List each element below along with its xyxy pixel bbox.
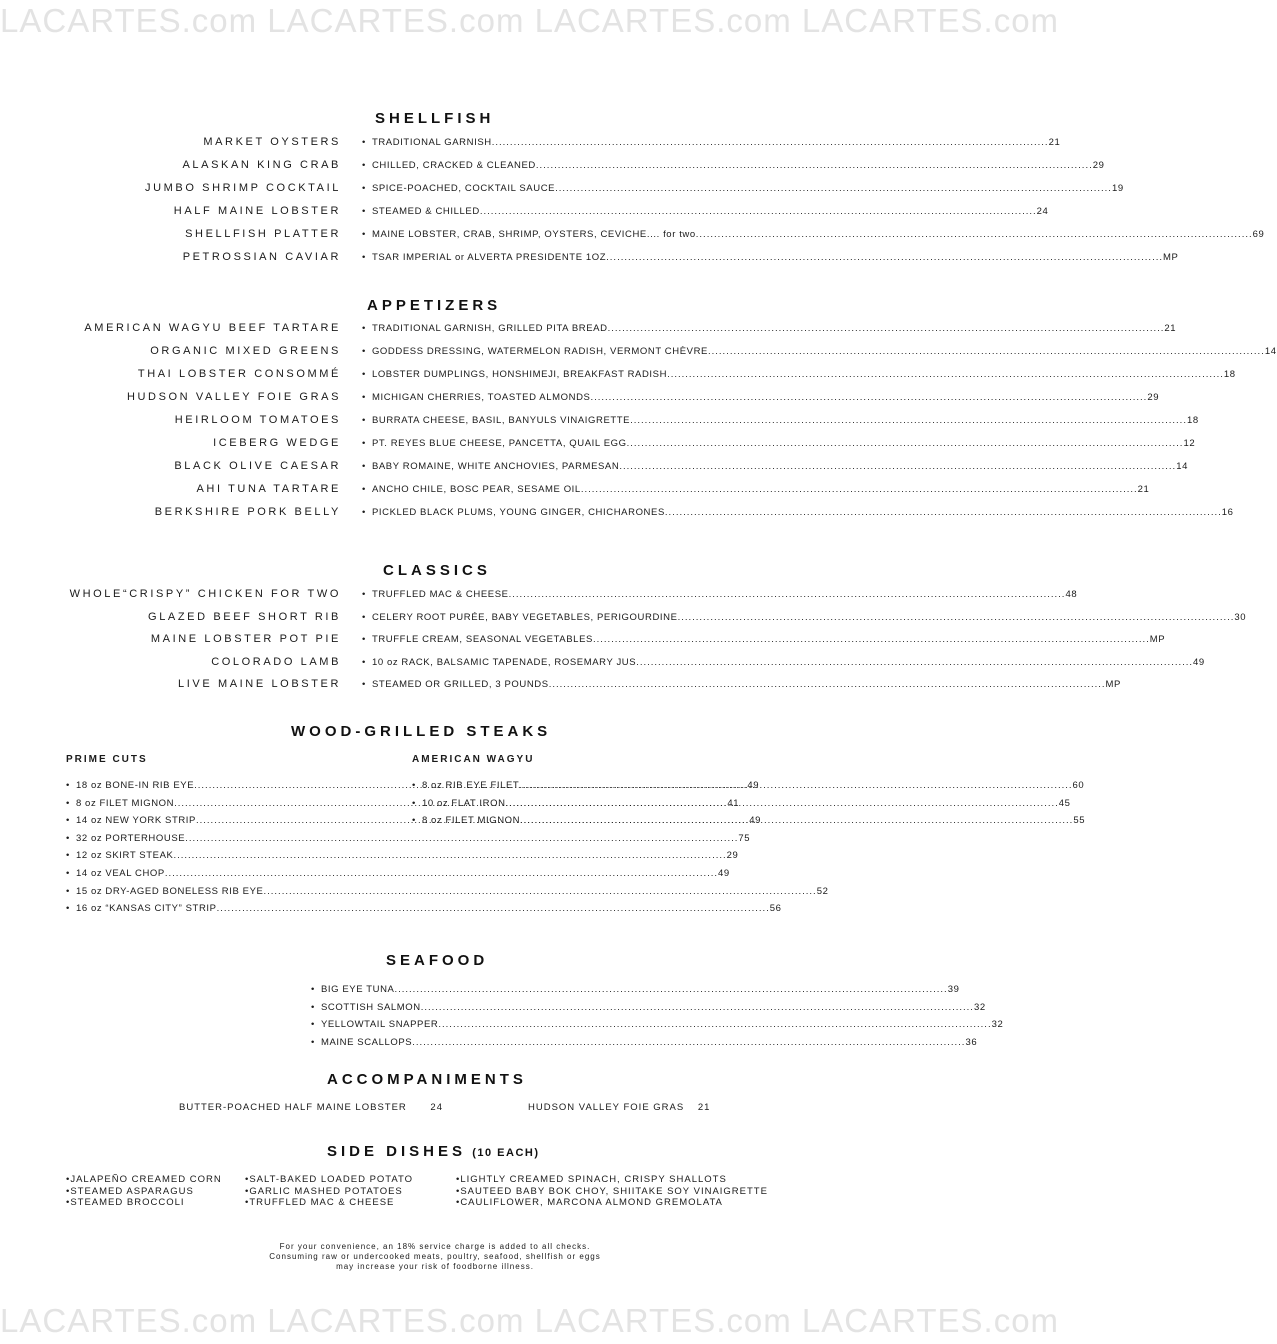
menu-row bbox=[0, 458, 1188, 476]
bullet: • bbox=[311, 1001, 315, 1013]
item-name: BIG EYE TUNA bbox=[320, 984, 395, 995]
dish-price: MP bbox=[1105, 679, 1121, 690]
list-item bbox=[412, 815, 1086, 827]
list-item bbox=[311, 1036, 978, 1048]
dot-leader bbox=[438, 1019, 991, 1030]
item-price: 45 bbox=[1058, 797, 1071, 809]
dish-description bbox=[362, 183, 1124, 194]
dot-leader bbox=[667, 369, 1224, 380]
description-text: TRUFFLED MAC & CHEESE bbox=[371, 589, 509, 600]
sides-title-note: (10 EACH) bbox=[472, 1147, 540, 1159]
bullet: • bbox=[412, 815, 416, 827]
menu-row bbox=[0, 631, 1166, 649]
list-item bbox=[66, 850, 739, 862]
bullet: • bbox=[311, 1019, 315, 1031]
bullet: • bbox=[362, 346, 366, 357]
menu-row bbox=[0, 412, 1199, 430]
bullet: • bbox=[362, 252, 366, 263]
list-item bbox=[311, 984, 960, 995]
dish-name: THAI LOBSTER CONSOMMÉ bbox=[137, 368, 341, 380]
description-text: CHILLED, CRACKED & CLEANED bbox=[371, 160, 536, 171]
seafood-title: SEAFOOD bbox=[386, 952, 489, 969]
dish-name: JUMBO SHRIMP COCKTAIL bbox=[145, 182, 341, 194]
dot-leader bbox=[619, 461, 1176, 472]
bullet: • bbox=[412, 797, 416, 809]
dish-name: GLAZED BEEF SHORT RIB bbox=[148, 610, 341, 623]
dish-name: BLACK OLIVE CAESAR bbox=[174, 460, 341, 472]
menu-row bbox=[0, 180, 1124, 198]
dish-name: BERKSHIRE PORK BELLY bbox=[154, 506, 341, 518]
dish-price: 69 bbox=[1252, 229, 1265, 240]
item-price: 55 bbox=[1073, 815, 1086, 827]
dish-name: SHELLFISH PLATTER bbox=[185, 228, 341, 240]
item-price: 32 bbox=[991, 1019, 1004, 1031]
bullet: • bbox=[362, 137, 366, 148]
menu-row bbox=[0, 654, 1205, 672]
dot-leader bbox=[696, 229, 1253, 240]
dot-leader bbox=[173, 850, 726, 861]
side-dish-item: •TRUFFLED MAC & CHEESE bbox=[245, 1197, 395, 1208]
dish-price: 24 bbox=[1036, 206, 1049, 217]
bullet: • bbox=[66, 780, 70, 791]
menu-row bbox=[0, 366, 1236, 384]
bullet: • bbox=[362, 323, 366, 334]
accompaniment-price: 21 bbox=[697, 1102, 711, 1113]
item-name: 8 oz FILET MIGNON bbox=[75, 797, 175, 809]
dot-leader bbox=[217, 903, 770, 914]
dish-name: ICEBERG WEDGE bbox=[213, 437, 341, 449]
dish-name: HUDSON VALLEY FOIE GRAS bbox=[126, 391, 341, 403]
menu-row bbox=[0, 435, 1196, 453]
bullet: • bbox=[362, 438, 366, 449]
dish-description bbox=[362, 589, 1078, 600]
appetizers-title: APPETIZERS bbox=[367, 297, 502, 314]
dot-leader bbox=[608, 323, 1165, 334]
list-item bbox=[66, 832, 751, 844]
dish-price: 14 bbox=[1264, 346, 1277, 357]
dish-description bbox=[362, 229, 1265, 240]
list-item bbox=[66, 868, 730, 879]
description-text: GODDESS DRESSING, WATERMELON RADISH, VERMONT CHÈVRE bbox=[371, 346, 708, 357]
menu-row bbox=[0, 320, 1177, 338]
item-name: 8 oz RIB EYE FILET bbox=[421, 780, 520, 791]
bullet: • bbox=[362, 206, 366, 217]
dot-leader bbox=[678, 612, 1235, 623]
accompaniment-price: 24 bbox=[430, 1102, 443, 1113]
item-price: 39 bbox=[947, 984, 960, 995]
side-dish-item: •CAULIFLOWER, MARCONA ALMOND GREMOLATA bbox=[456, 1197, 723, 1208]
bullet: • bbox=[66, 903, 70, 915]
item-price: 36 bbox=[965, 1036, 978, 1048]
description-text: CELERY ROOT PURÉE, BABY VEGETABLES, PERIGOURDINE bbox=[371, 611, 678, 623]
side-dish-item: •SALT-BAKED LOADED POTATO bbox=[245, 1174, 414, 1185]
dot-leader bbox=[165, 868, 718, 879]
dish-description bbox=[362, 346, 1277, 357]
list-item bbox=[311, 1001, 986, 1013]
dish-price: 19 bbox=[1111, 183, 1124, 194]
bullet: • bbox=[362, 634, 366, 645]
dot-leader bbox=[708, 346, 1265, 357]
bullet: • bbox=[362, 160, 366, 171]
menu-row bbox=[0, 586, 1078, 604]
dish-description bbox=[362, 369, 1236, 380]
description-text: TRUFFLE CREAM, SEASONAL VEGETABLES bbox=[371, 634, 593, 645]
footer-line-1: For your convenience, an 18% service charge is added to all checks. bbox=[279, 1242, 591, 1251]
bullet: • bbox=[66, 832, 70, 844]
item-name: YELLOWTAIL SNAPPER bbox=[320, 1019, 439, 1031]
description-text: PT. REYES BLUE CHEESE, PANCETTA, QUAIL EGG bbox=[371, 438, 627, 449]
dish-description bbox=[362, 634, 1166, 645]
list-item bbox=[66, 903, 782, 915]
description-text: MICHIGAN CHERRIES, TOASTED ALMONDS bbox=[371, 392, 591, 403]
american-wagyu-title: AMERICAN WAGYU bbox=[412, 754, 535, 765]
side-dish-item: •LIGHTLY CREAMED SPINACH, CRISPY SHALLOTS bbox=[456, 1174, 727, 1185]
bullet: • bbox=[362, 229, 366, 240]
menu-row bbox=[0, 676, 1121, 694]
item-price: 60 bbox=[1072, 780, 1085, 791]
dish-name: HEIRLOOM TOMATOES bbox=[174, 414, 341, 426]
menu-row bbox=[0, 249, 1179, 267]
dish-price: 48 bbox=[1065, 589, 1078, 600]
menu-row bbox=[0, 157, 1105, 175]
menu-row bbox=[0, 481, 1150, 499]
menu-row bbox=[0, 504, 1234, 522]
dish-description bbox=[362, 461, 1188, 472]
dish-price: MP bbox=[1149, 634, 1166, 645]
dish-price: 29 bbox=[1147, 392, 1160, 403]
menu-row bbox=[0, 609, 1247, 627]
bullet: • bbox=[66, 868, 70, 879]
dish-name: WHOLE“CRISPY” CHICKEN FOR TWO bbox=[69, 588, 341, 600]
dish-price: 21 bbox=[1137, 484, 1150, 495]
dish-description bbox=[362, 507, 1234, 518]
dot-leader bbox=[506, 798, 1059, 809]
item-price: 49 bbox=[718, 868, 730, 879]
dot-leader bbox=[590, 392, 1147, 403]
dish-name: ORGANIC MIXED GREENS bbox=[150, 345, 341, 357]
dot-leader bbox=[394, 984, 947, 995]
dot-leader bbox=[520, 815, 1073, 826]
description-text: STEAMED & CHILLED bbox=[371, 206, 480, 217]
item-price: 56 bbox=[769, 903, 782, 915]
dot-leader bbox=[665, 507, 1222, 518]
description-text: BABY ROMAINE, WHITE ANCHOVIES, PARMESAN bbox=[371, 461, 620, 472]
steaks-title: WOOD-GRILLED STEAKS bbox=[291, 723, 552, 740]
item-price: 49 bbox=[749, 815, 761, 827]
dish-name: MAINE LOBSTER POT PIE bbox=[150, 633, 341, 645]
dot-leader bbox=[480, 206, 1037, 217]
bullet: • bbox=[362, 611, 366, 623]
dish-description bbox=[362, 438, 1196, 449]
dish-price: 18 bbox=[1223, 369, 1236, 380]
bullet: • bbox=[66, 850, 70, 862]
dish-name: COLORADO LAMB bbox=[211, 655, 341, 668]
description-text: PICKLED BLACK PLUMS, YOUNG GINGER, CHICHARONES bbox=[371, 507, 665, 518]
side-dish-item: •SAUTEED BABY BOK CHOY, SHIITAKE SOY VINAIGRETTE bbox=[456, 1185, 768, 1197]
bullet: • bbox=[362, 369, 366, 380]
dish-description bbox=[362, 137, 1061, 148]
dot-leader bbox=[412, 1037, 965, 1048]
dot-leader bbox=[519, 780, 1072, 791]
menu-row bbox=[0, 226, 1265, 244]
list-item bbox=[66, 885, 829, 897]
item-name: MAINE SCALLOPS bbox=[320, 1036, 413, 1048]
dish-description bbox=[362, 323, 1177, 334]
dish-description bbox=[362, 611, 1247, 623]
sides-title-text: SIDE DISHES bbox=[327, 1143, 467, 1160]
description-text: TSAR IMPERIAL or ALVERTA PRESIDENTE 1OZ bbox=[371, 252, 607, 263]
menu-row bbox=[0, 389, 1160, 407]
bullet: • bbox=[362, 679, 366, 690]
bullet: • bbox=[362, 507, 366, 518]
bullet: • bbox=[362, 484, 366, 495]
item-name: 14 oz VEAL CHOP bbox=[75, 868, 165, 879]
prime-cuts-title: PRIME CUTS bbox=[66, 754, 148, 765]
dot-leader bbox=[606, 252, 1163, 263]
dish-price: 21 bbox=[1164, 323, 1177, 334]
dot-leader bbox=[185, 833, 738, 844]
description-text: STEAMED OR GRILLED, 3 POUNDS bbox=[371, 679, 549, 690]
dish-name: AHI TUNA TARTARE bbox=[196, 483, 341, 495]
side-dish-item: •GARLIC MASHED POTATOES bbox=[245, 1185, 403, 1197]
bullet: • bbox=[362, 392, 366, 403]
bullet: • bbox=[66, 797, 70, 809]
bullet: • bbox=[412, 780, 416, 791]
classics-title: CLASSICS bbox=[383, 562, 491, 579]
shellfish-title: SHELLFISH bbox=[375, 110, 495, 127]
dish-name: HALF MAINE LOBSTER bbox=[173, 205, 341, 217]
footer-line-3: may increase your risk of foodborne illness. bbox=[336, 1262, 534, 1271]
dish-price: 29 bbox=[1092, 160, 1105, 171]
list-item bbox=[412, 797, 1071, 809]
accompaniments-title: ACCOMPANIMENTS bbox=[327, 1071, 527, 1088]
item-name: 32 oz PORTERHOUSE bbox=[75, 832, 186, 844]
menu-row bbox=[0, 134, 1061, 152]
dish-price: 14 bbox=[1176, 461, 1188, 472]
dish-description bbox=[362, 160, 1105, 171]
sides-title bbox=[327, 1143, 540, 1160]
item-name: 10 oz FLAT IRON bbox=[421, 797, 506, 809]
dish-name: ALASKAN KING CRAB bbox=[182, 159, 341, 171]
dot-leader bbox=[421, 1002, 974, 1013]
dish-price: MP bbox=[1163, 252, 1179, 263]
item-price: 49 bbox=[747, 780, 760, 791]
list-item bbox=[412, 780, 1085, 791]
item-price: 32 bbox=[973, 1001, 986, 1013]
dish-description bbox=[362, 392, 1160, 403]
dish-description bbox=[362, 206, 1049, 217]
dish-name: AMERICAN WAGYU BEEF TARTARE bbox=[84, 322, 341, 334]
dot-leader bbox=[509, 589, 1066, 600]
dot-leader bbox=[593, 634, 1150, 645]
description-text: BURRATA CHEESE, BASIL, BANYULS VINAIGRETTE bbox=[371, 415, 631, 426]
description-text: TRADITIONAL GARNISH bbox=[371, 137, 492, 148]
side-dish-item: •STEAMED ASPARAGUS bbox=[66, 1185, 194, 1197]
bullet: • bbox=[362, 656, 366, 668]
dot-leader bbox=[627, 438, 1184, 449]
bullet: • bbox=[311, 1036, 315, 1048]
dot-leader bbox=[492, 137, 1049, 148]
bullet: • bbox=[362, 183, 366, 194]
accompaniment-item bbox=[528, 1102, 710, 1113]
item-price: 41 bbox=[727, 797, 740, 809]
watermark-top: LACARTES.com LACARTES.com LACARTES.com LACARTES.com bbox=[0, 2, 1060, 39]
dish-price: 16 bbox=[1221, 507, 1234, 518]
dot-leader bbox=[581, 484, 1138, 495]
dish-price: 18 bbox=[1186, 415, 1199, 426]
dish-price: 12 bbox=[1183, 438, 1196, 449]
description-text: LOBSTER DUMPLINGS, HONSHIMEJI, BREAKFAST RADISH bbox=[371, 369, 668, 380]
item-name: SCOTTISH SALMON bbox=[320, 1001, 421, 1013]
dish-description bbox=[362, 679, 1121, 690]
item-price: 52 bbox=[816, 885, 829, 897]
item-name: 18 oz BONE-IN RIB EYE bbox=[75, 780, 195, 791]
side-dish-item: •JALAPEÑO CREAMED CORN bbox=[66, 1174, 222, 1185]
bullet: • bbox=[66, 815, 70, 827]
description-text: ANCHO CHILE, BOSC PEAR, SESAME OIL bbox=[371, 484, 581, 495]
dot-leader bbox=[630, 415, 1187, 426]
item-price: 75 bbox=[738, 832, 751, 844]
dish-name: PETROSSIAN CAVIAR bbox=[182, 251, 341, 263]
dot-leader bbox=[555, 183, 1112, 194]
description-text: TRADITIONAL GARNISH, GRILLED PITA BREAD bbox=[371, 323, 608, 334]
bullet: • bbox=[311, 984, 315, 995]
description-text: SPICE-POACHED, COCKTAIL SAUCE bbox=[371, 183, 556, 194]
menu-row bbox=[0, 343, 1277, 361]
bullet: • bbox=[362, 415, 366, 426]
dish-name: MARKET OYSTERS bbox=[203, 136, 341, 148]
footer-line-2: Consuming raw or undercooked meats, poultry, seafood, shellfish or eggs bbox=[269, 1252, 601, 1261]
dish-description bbox=[362, 415, 1199, 426]
dish-price: 21 bbox=[1048, 137, 1061, 148]
item-name: 8 oz FILET MIGNON bbox=[421, 815, 521, 827]
dish-price: 30 bbox=[1234, 611, 1247, 623]
side-dish-item: •STEAMED BROCCOLI bbox=[66, 1197, 185, 1208]
bullet: • bbox=[66, 885, 70, 897]
dot-leader bbox=[536, 160, 1093, 171]
watermark-bottom: LACARTES.com LACARTES.com LACARTES.com LACARTES.com bbox=[0, 1302, 1060, 1339]
item-name: 12 oz SKIRT STEAK bbox=[75, 850, 174, 862]
dot-leader bbox=[636, 657, 1193, 668]
dish-name: LIVE MAINE LOBSTER bbox=[178, 678, 341, 690]
dish-description bbox=[362, 484, 1150, 495]
list-item bbox=[311, 1019, 1004, 1031]
item-price: 29 bbox=[726, 850, 739, 862]
description-text: 10 oz RACK, BALSAMIC TAPENADE, ROSEMARY JUS bbox=[371, 656, 637, 668]
accompaniment-name: BUTTER-POACHED HALF MAINE LOBSTER bbox=[179, 1102, 407, 1113]
item-name: 16 oz “KANSAS CITY” STRIP bbox=[75, 903, 217, 915]
bullet: • bbox=[362, 461, 366, 472]
item-name: 15 oz DRY-AGED BONELESS RIB EYE bbox=[75, 885, 264, 897]
description-text: MAINE LOBSTER, CRAB, SHRIMP, OYSTERS, CEVICHE.... for two bbox=[371, 229, 696, 240]
accompaniment-item bbox=[179, 1102, 443, 1113]
dot-leader bbox=[264, 886, 817, 897]
menu-row bbox=[0, 203, 1049, 221]
dot-leader bbox=[549, 679, 1106, 690]
item-name: 14 oz NEW YORK STRIP bbox=[75, 815, 196, 827]
dish-description bbox=[362, 656, 1205, 668]
bullet: • bbox=[362, 589, 366, 600]
accompaniment-name: HUDSON VALLEY FOIE GRAS bbox=[528, 1102, 685, 1113]
dish-price: 49 bbox=[1193, 656, 1205, 668]
dish-description bbox=[362, 252, 1179, 263]
